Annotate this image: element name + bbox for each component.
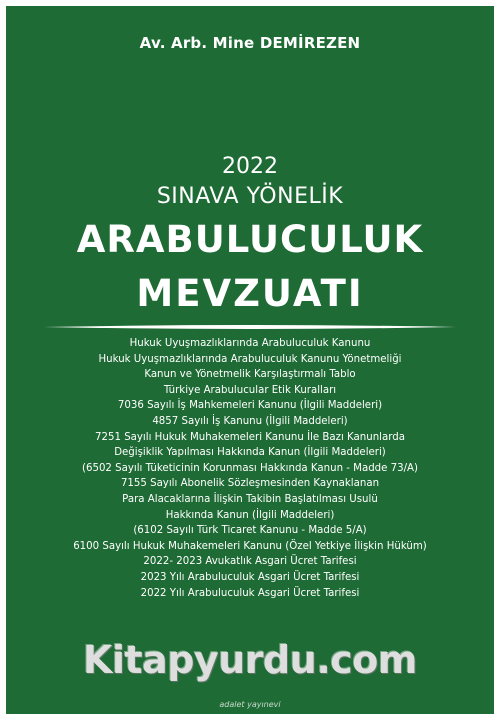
contents-item: 7155 Sayılı Abonelik Sözleşmesinden Kaynaklanan xyxy=(120,478,380,490)
contents-item: Türkiye Arabulucular Etik Kuralları xyxy=(163,384,337,396)
book-title-line-1: ARABULUCULUK xyxy=(76,218,424,261)
contents-item: 4857 Sayılı İş Kanunu (İlgili Maddeleri) xyxy=(152,415,348,427)
author-name: Av. Arb. Mine DEMİREZEN xyxy=(139,34,361,52)
contents-item: 2023 Yılı Arabuluculuk Asgari Ücret Tarifesi xyxy=(140,571,360,583)
contents-item: Hukuk Uyuşmazlıklarında Arabuluculuk Kanunu Yönetmeliği xyxy=(98,353,402,365)
contents-item: Para Alacaklarına İlişkin Takibin Başlatılması Usulü xyxy=(122,493,378,505)
watermark-text: Kitapyurdu.com xyxy=(83,638,417,682)
contents-item: 7251 Sayılı Hukuk Muhakemeleri Kanunu İle Bazı Kanunlarda xyxy=(95,431,405,443)
contents-item: Kanun ve Yönetmelik Karşılaştırmalı Tablo xyxy=(144,369,356,381)
contents-item: 7036 Sayılı İş Mahkemeleri Kanunu (İlgili Maddeleri) xyxy=(117,400,383,412)
publisher-logo: adalet yayınevi xyxy=(219,700,281,709)
contents-item: (6502 Sayılı Tüketicinin Korunması Hakkında Kanun - Madde 73/A) xyxy=(82,462,418,474)
contents-item: (6102 Sayılı Türk Ticaret Kanunu - Madde 5/A) xyxy=(133,525,367,537)
contents-list xyxy=(6,336,494,601)
book-cover xyxy=(6,6,494,714)
contents-item: 2022 Yılı Arabuluculuk Asgari Ücret Tarifesi xyxy=(140,587,360,599)
contents-item: Hukuk Uyuşmazlıklarında Arabuluculuk Kanunu xyxy=(129,338,371,349)
title-divider xyxy=(44,324,456,330)
contents-item: Hakkında Kanun (İlgili Maddeleri) xyxy=(165,509,335,521)
contents-item: 2022- 2023 Avukatlık Asgari Ücret Tarifesi xyxy=(143,556,357,568)
book-title-line-2: MEVZUATI xyxy=(136,272,364,315)
edition-year: 2022 xyxy=(222,154,278,179)
book-subtitle: SINAVA YÖNELİK xyxy=(156,184,344,209)
contents-item: Değişiklik Yapılması Hakkında Kanun (İlgili Maddeleri) xyxy=(114,447,386,459)
contents-item: 6100 Sayılı Hukuk Muhakemeleri Kanunu (Özel Yetkiye İlişkin Hüküm) xyxy=(73,540,427,552)
